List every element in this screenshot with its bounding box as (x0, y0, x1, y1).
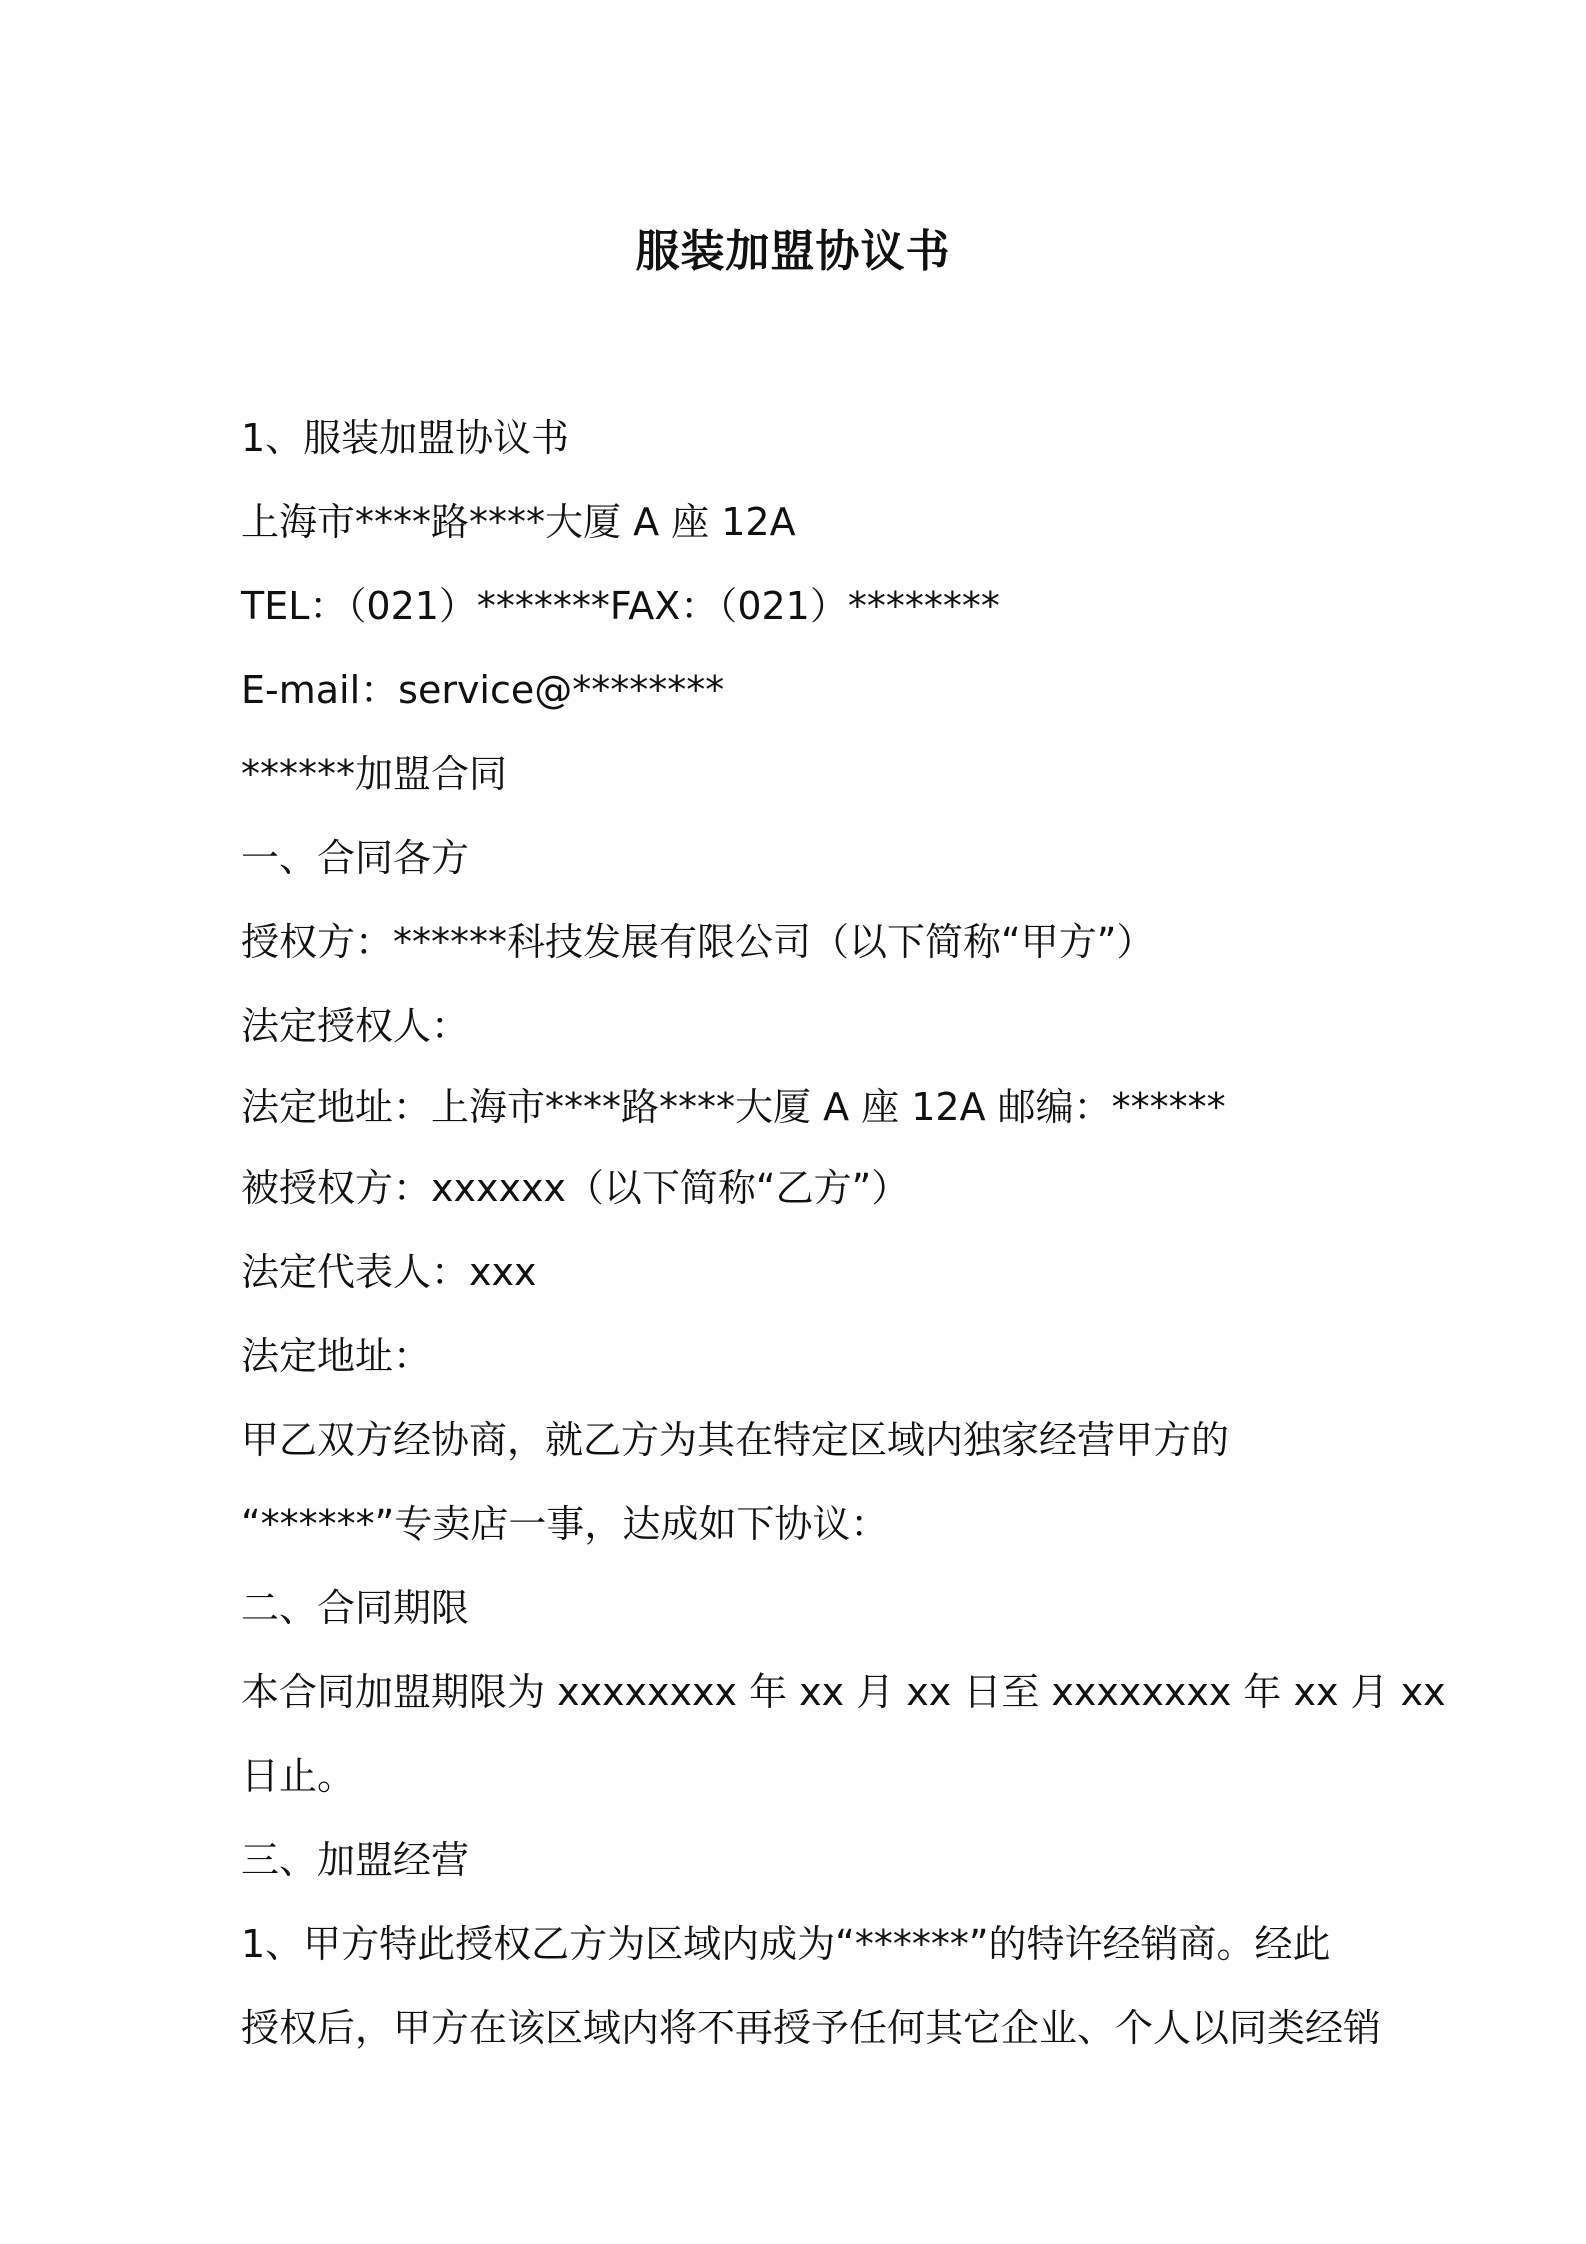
section-heading-term: 二、合同期限 (241, 1586, 470, 1630)
line-licensee-address: 法定地址： (241, 1334, 432, 1378)
line-contract-name: ******加盟合同 (241, 752, 508, 796)
line-licensee: 被授权方：xxxxxx（以下简称“乙方”） (241, 1166, 910, 1210)
line-heading-1: 1、服装加盟协议书 (241, 416, 570, 460)
line-term: 本合同加盟期限为 xxxxxxxx 年 xx 月 xx 日至 xxxxxxxx 年 xx 月 xx (241, 1670, 1446, 1714)
line-term-cont: 日止。 (241, 1754, 356, 1798)
line-tel-fax: TEL：（021）*******FAX：（021）******** (241, 584, 1000, 628)
line-legal-authorizer: 法定授权人： (241, 1004, 470, 1048)
line-email: E-mail：service@******** (241, 668, 725, 712)
line-agreement-intro: 甲乙双方经协商，就乙方为其在特定区域内独家经营甲方的 (241, 1418, 1230, 1462)
line-legal-representative: 法定代表人：xxx (241, 1250, 537, 1294)
line-agreement-intro-cont: “******”专卖店一事，达成如下协议： (241, 1502, 889, 1546)
line-address: 上海市****路****大厦 A 座 12A (241, 500, 796, 544)
line-licensor-address: 法定地址：上海市****路****大厦 A 座 12A 邮编：****** (241, 1085, 1226, 1129)
document-title: 服装加盟协议书 (635, 226, 951, 277)
section-heading-parties: 一、合同各方 (241, 836, 470, 880)
line-licensor: 授权方：******科技发展有限公司（以下简称“甲方”） (241, 920, 1155, 964)
line-franchise-clause-1-cont: 授权后，甲方在该区域内将不再授予任何其它企业、个人以同类经销 (241, 2006, 1382, 2050)
section-heading-franchise: 三、加盟经营 (241, 1838, 470, 1882)
line-franchise-clause-1: 1、甲方特此授权乙方为区域内成为“******”的特许经销商。经此 (241, 1922, 1331, 1966)
document-body (241, 396, 1446, 2070)
